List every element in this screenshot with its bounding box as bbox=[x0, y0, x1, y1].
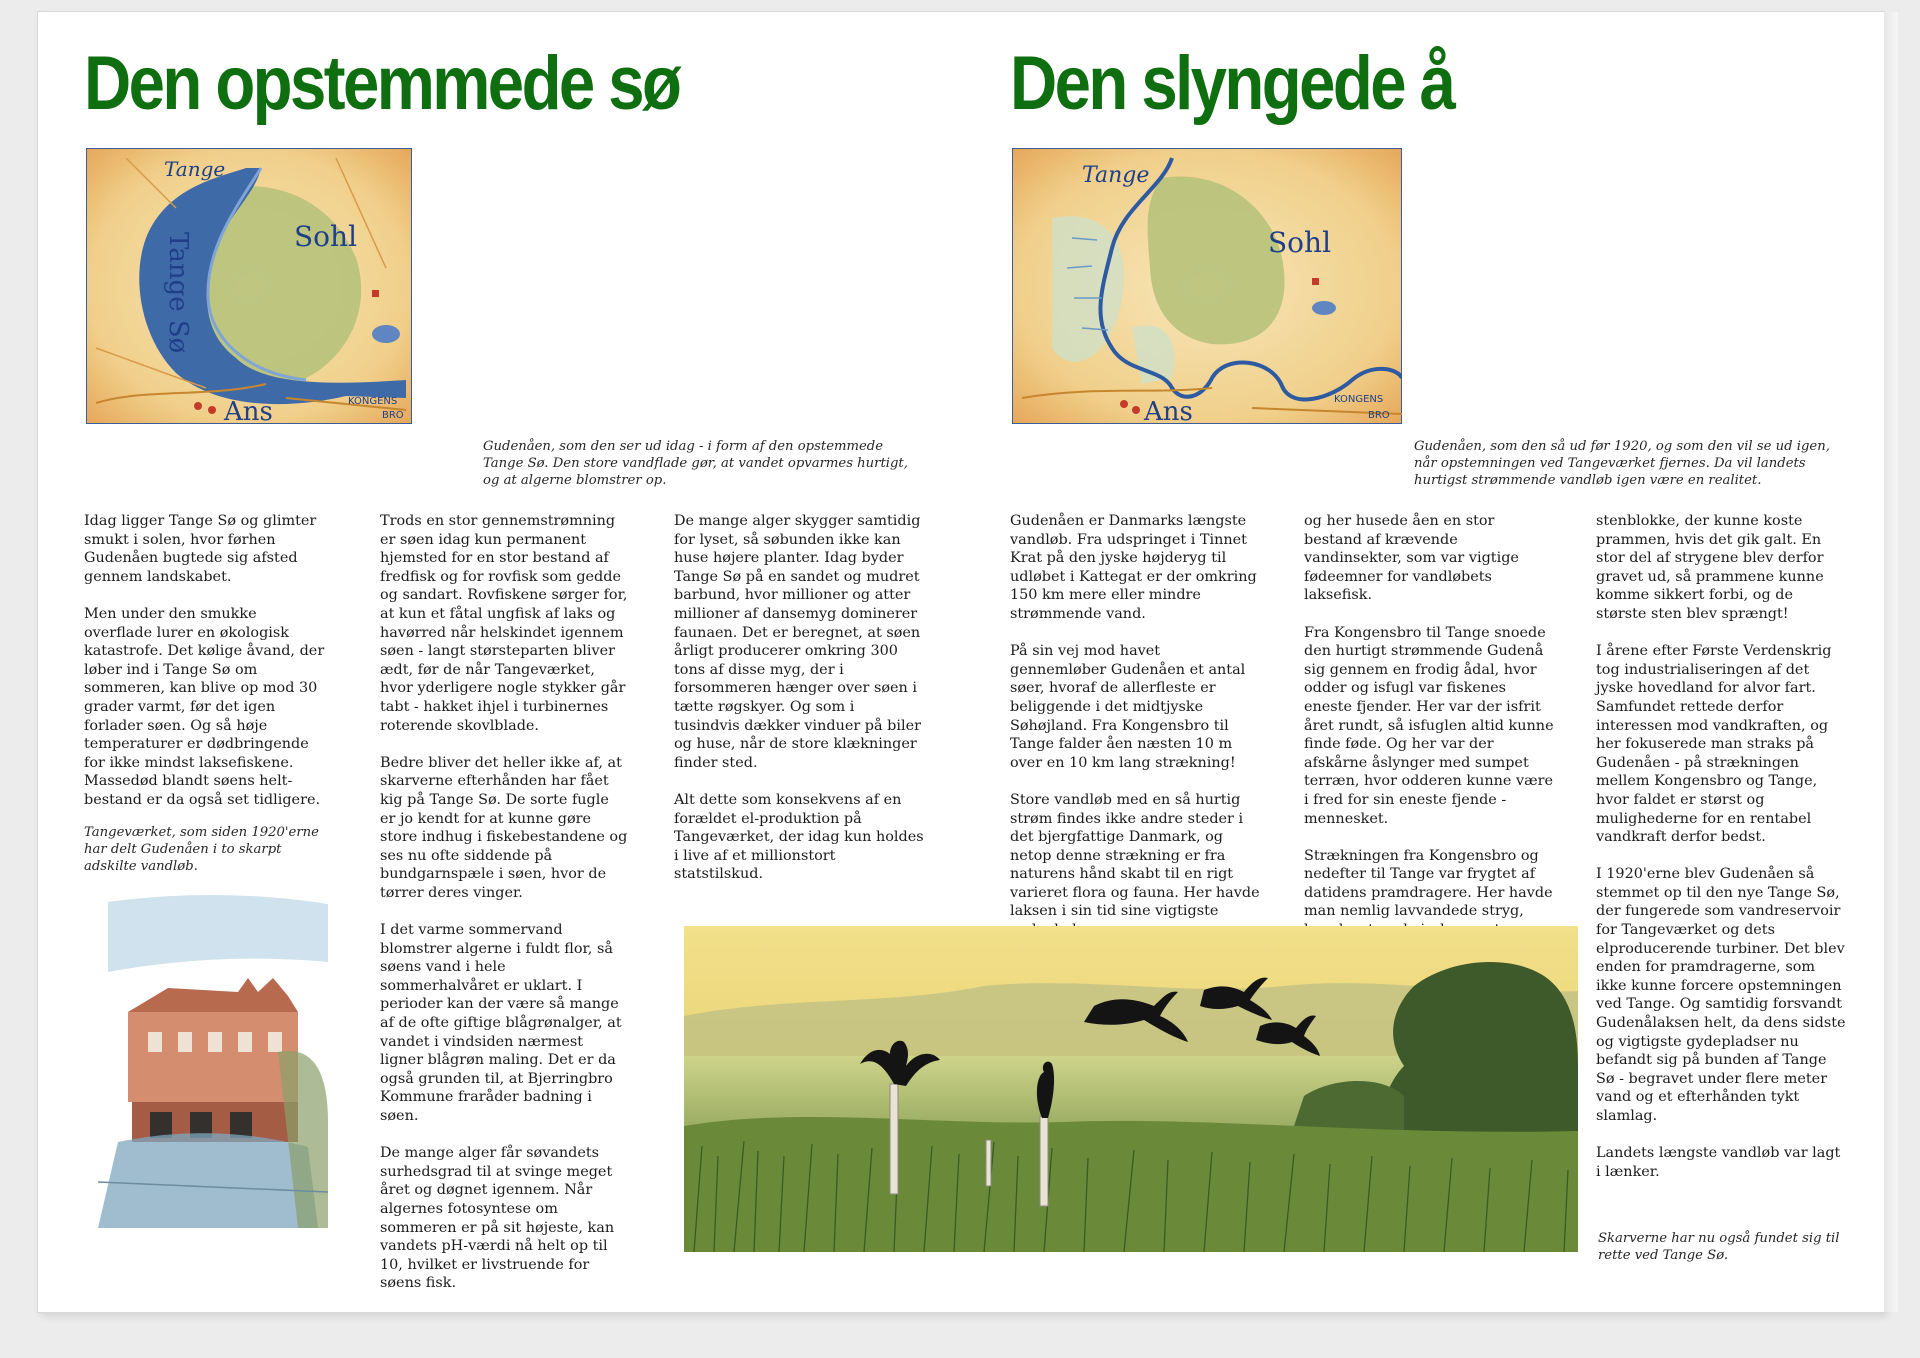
paragraph: De mange alger skygger samtidig for lyset, så søbunden ikke kan huse højere planter. Idag byder Tange Sø på en sandet og mudret barbund, hvor millioner og atter millioner af dansemyg dominerer faunaen. Det er beregnet, at søen årligt producerer omkring 300 tons af disse myg, der i forsommeren hænger over søen i tætte røgskyer. Og som i tusindvis dækker vinduer på biler og huse, når de store klækninger finder sted. bbox=[674, 513, 921, 771]
right-heading: Den slyngede å bbox=[1010, 41, 1454, 126]
tangevaerket-illustration bbox=[98, 892, 328, 1228]
left-map-caption: Gudenåen, som den ser ud idag - i form af den opstemmede Tange Sø. Den store vandflade gør, at vandet opvarmes hurtigt, og at algerne blomstrer op. bbox=[483, 439, 908, 488]
map1-label-lake: Tange Sø bbox=[163, 232, 193, 354]
paragraph: Gudenåen er Danmarks længste vandløb. Fra udspringet i Tinnet Krat på den jyske højderyg til udløbet i Kattegat er der omkring 150 km mere eller mindre strømmende vand. bbox=[1010, 513, 1257, 622]
paragraph: Bedre bliver det heller ikke af, at skarverne efterhånden har fået kig på Tange Sø. De sorte fugle er jo kendt for at kunne gøre store indhug i fiskebestandene og ses nu ofte siddende på bundgarnspæle i søen, hvor de tørrer deres vinger. bbox=[380, 754, 628, 901]
map2-label-sohl: Sohl bbox=[1268, 226, 1332, 259]
left-column-2 bbox=[380, 512, 628, 1312]
map2-label-kongensbro-1: KONGENS bbox=[1334, 394, 1384, 405]
map2-label-kongensbro-2: BRO bbox=[1368, 410, 1390, 421]
paragraph: stenblokke, der kunne koste prammen, hvis det gik galt. En stor del af strygene blev derfor gravet ud, så prammene kunne komme sikkert forbi, og de største sten blev sprængt! bbox=[1596, 513, 1824, 622]
left-column-1 bbox=[84, 512, 327, 828]
paragraph: Idag ligger Tange Sø og glimter smukt i solen, hvor førhen Gudenåen bugtede sig afsted gennem landskabet. bbox=[84, 513, 317, 585]
map1-label-sohl: Sohl bbox=[294, 220, 358, 253]
map2-label-tange: Tange bbox=[1082, 163, 1150, 188]
paragraph: Fra Kongensbro til Tange snoede den hurtigt strømmende Gudenå sig gennem en frodig ådal, hvor odder og isfugl var fiskenes eneste fjender. Her var der isfrit året rundt, så isfuglen altid kunne finde føde. Og her var der afskårne åslynger med sumpet terræn, hvor odderen kunne være i fred for sin eneste fjende - mennesket. bbox=[1304, 624, 1554, 827]
paragraph: I det varme sommervand blomstrer algerne i fuldt flor, så søens vand i hele sommerhalvåret er uklart. I perioder kan der være så mange af de ofte giftige blågrønalger, at vandet i vindsiden nærmest ligner blågrøn maling. Det er da også grunden til, at Bjerringbro Kommune fraråder badning i søen. bbox=[380, 922, 622, 1124]
paragraph: Alt dette som konsekvens af en forældet el-produktion på Tangeværket, der idag kun holdes i live af et millionstort statstilskud. bbox=[674, 791, 924, 883]
paragraph: De mange alger får søvandets surhedsgrad til at svinge meget året og døgnet igennem. Når algernes fotosyntese om sommeren er på sit højeste, kan vandets pH-værdi nå helt op til 10, hvilket er livstruende for søens fisk. bbox=[380, 1145, 615, 1292]
page-edge bbox=[1884, 12, 1898, 1312]
map-slyngede-a bbox=[1012, 148, 1402, 424]
brochure-sheet bbox=[38, 12, 1884, 1312]
paragraph: Men under den smukke overflade lurer en økologisk katastrofe. Det kølige åvand, der løber ind i Tange Sø om sommeren, kan blive op mod 30 grader varmt, før det igen forlader søen. Og så høje temperaturer er dødbringende for ikke mindst laksefiskene. Massedød blandt søens helt-bestand er da også set tidligere. bbox=[84, 605, 325, 808]
right-column-3 bbox=[1596, 512, 1846, 1200]
map1-label-tange: Tange bbox=[164, 157, 226, 181]
map1-label-kongensbro-1: KONGENS bbox=[348, 396, 398, 407]
paragraph: Landets længste vandløb var lagt i lænker. bbox=[1596, 1145, 1841, 1180]
map2-label-ans: Ans bbox=[1144, 397, 1193, 424]
paragraph: På sin vej mod havet gennemløber Gudenåen et antal søer, hvoraf de allerfleste er beliggende i det midtjyske Søhøjland. Fra Kongensbro til Tange falder åen næsten 10 m over en 10 km lang strækning! bbox=[1010, 643, 1246, 771]
map1-label-ans: Ans bbox=[224, 397, 273, 424]
cormorant-landscape-illustration bbox=[684, 926, 1578, 1252]
right-column-2 bbox=[1304, 512, 1554, 958]
left-column-3 bbox=[674, 512, 924, 902]
paragraph: og her husede åen en stor bestand af krævende vandinsekter, som var vigtige fødeemner for vandløbets laksefisk. bbox=[1304, 513, 1519, 604]
plant-caption: Tangeværket, som siden 1920'erne har delt Gudenåen i to skarpt adskilte vandløb. bbox=[84, 825, 319, 874]
right-column-1 bbox=[1010, 512, 1260, 958]
paragraph: Strækningen fra Kongensbro og nedefter til Tange var frygtet af datidens pramdragere. Her havde man nemlig lavvandede stryg, bbox=[1304, 847, 1553, 920]
paragraph: I årene efter Første Verdenskrig tog industrialiseringen af det jyske hovedland for alvor fart. Samfundet rettede derfor interessen mod vandkraften, og her fokuserede man straks på Gudenåen - på strækningen mellem Kongensbro og Tange, hvor faldet er størst og mulighederne for en rentabel vandkraft derfor bedst. bbox=[1596, 643, 1832, 846]
map1-label-kongensbro-2: BRO bbox=[382, 410, 404, 421]
cormorant-caption: Skarverne har nu også fundet sig til rette ved Tange Sø. bbox=[1598, 1231, 1840, 1263]
right-map-caption: Gudenåen, som den så ud før 1920, og som den vil se ud igen, når opstemningen ved Tangeværket fjernes. Da vil landets hurtigst strømmende vandløb igen være en realitet. bbox=[1414, 439, 1830, 488]
paragraph: Trods en stor gennemstrømning er søen idag kun permanent hjemsted for en stor bestand af fredfisk og for rovfisk som gedde og sandart. Rovfiskene sørger for, at kun et fåtal ungfisk af laks og havørred når helskindet igennem søen - langt størsteparten bliver ædt, før de når Tangeværket, hvor yderligere nogle stykker går tabt - hakket ihjel i turbinernes roterende skovlblade. bbox=[380, 513, 628, 734]
paragraph: Store vandløb med en så hurtig strøm findes ikke andre steder i det bjergfattige Danmark, og netop denne strækning er fra naturens hånd skabt til en rigt varieret flora og fauna. Her havde laksen i sin tid sine vigtigste bbox=[1010, 791, 1260, 920]
paragraph: I 1920'erne blev Gudenåen så stemmet op til den nye Tange Sø, der fungerede som vandreservoir for Tangeværket og dets elproducerende turbiner. Det blev enden for pramdragerne, som ikke kunne forcere opstemningen ved Tange. Og samtidig forsvandt Gudenålaksen helt, da dens sidste og vigtigste gydepladser nu befandt sig på bunden af Tange Sø - begravet under flere meter vand og et efterhånden tykt slamlag. bbox=[1596, 866, 1846, 1124]
left-heading: Den opstemmede sø bbox=[84, 41, 680, 126]
map-opstemmede-so bbox=[86, 148, 412, 424]
